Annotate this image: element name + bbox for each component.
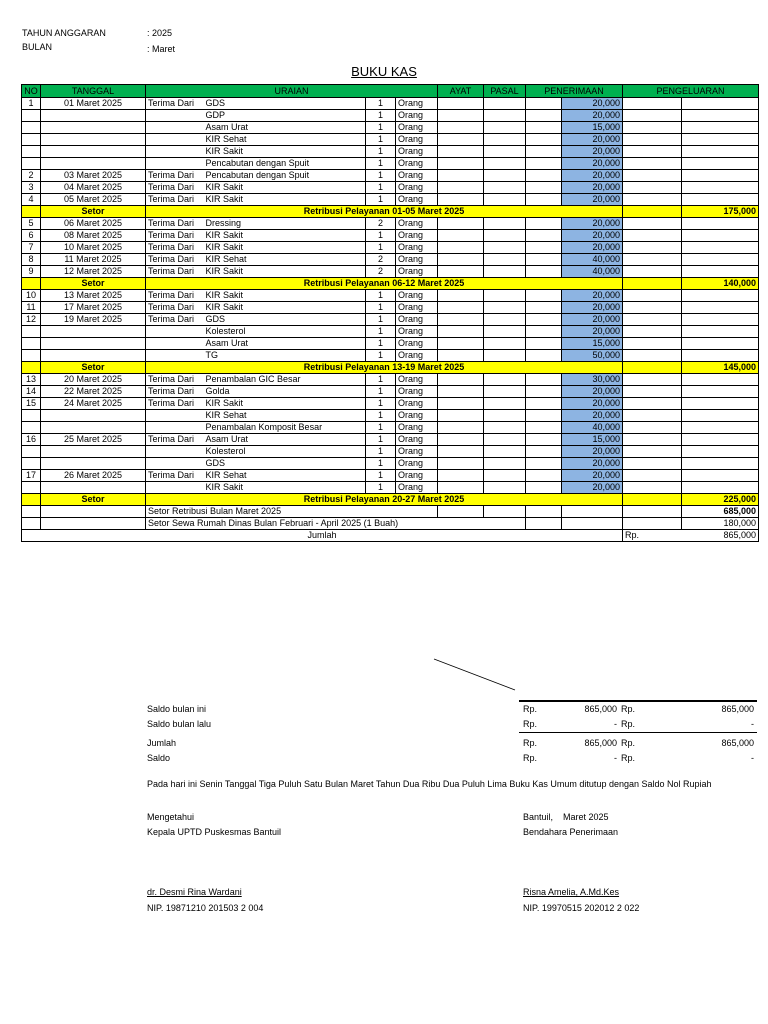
row-terima-dari: Terima Dari [146,470,204,482]
row-no: 5 [22,218,41,230]
row-tanggal: 20 Maret 2025 [41,374,146,386]
summary-top-line [519,700,757,702]
setor-total: 175,000 [682,206,759,218]
row-terima-dari: Terima Dari [146,230,204,242]
closing-note: Pada hari ini Senin Tanggal Tiga Puluh Satu Bulan Maret Tahun Dua Ribu Dua Puluh Lima Buku Kas Umum ditutup dengan Saldo Nol Rupiah [147,779,712,789]
row-terima-dari: Terima Dari [146,242,204,254]
row-terima-dari: Terima Dari [146,266,204,278]
row-unit: Orang [396,134,438,146]
row-terima-dari: Terima Dari [146,398,204,410]
row-tanggal: 03 Maret 2025 [41,170,146,182]
summary-rp-1: Rp. [523,719,538,729]
row-item: KIR Sakit [204,266,366,278]
row-unit: Orang [396,194,438,206]
row-qty: 2 [366,218,396,230]
row-no: 4 [22,194,41,206]
row-item: TG [204,350,366,362]
row-unit: Orang [396,302,438,314]
row-tanggal: 17 Maret 2025 [41,302,146,314]
row-unit: Orang [396,122,438,134]
row-qty: 2 [366,266,396,278]
row-qty: 1 [366,194,396,206]
row-no: 14 [22,386,41,398]
setor-label: Setor [41,362,146,374]
row-no: 8 [22,254,41,266]
row-penerimaan: 20,000 [562,230,623,242]
col-penerimaan: PENERIMAAN [526,85,623,98]
row-item: Kolesterol [204,446,366,458]
row-qty: 1 [366,386,396,398]
row-qty: 1 [366,482,396,494]
sig-left-name: dr. Desmi Rina Wardani [147,887,242,897]
row-unit: Orang [396,410,438,422]
sig-right-name: Risna Amelia, A.Md.Kes [523,887,620,897]
row-tanggal: 25 Maret 2025 [41,434,146,446]
row-item: KIR Sakit [204,230,366,242]
row-unit: Orang [396,434,438,446]
summary-value-1: 865,000 [584,704,617,714]
row-unit: Orang [396,422,438,434]
row-penerimaan: 20,000 [562,146,623,158]
row-item: KIR Sakit [204,290,366,302]
row-unit: Orang [396,338,438,350]
setor-bulan-amount: 685,000 [682,506,759,518]
col-ayat: AYAT [438,85,484,98]
row-tanggal: 08 Maret 2025 [41,230,146,242]
page-title: BUKU KAS [351,64,417,79]
row-unit: Orang [396,230,438,242]
summary-rp-1: Rp. [523,738,538,748]
row-qty: 1 [366,410,396,422]
summary-rp-1: Rp. [523,753,538,763]
row-unit: Orang [396,482,438,494]
sig-left-line1: Mengetahui [147,812,195,822]
row-qty: 1 [366,422,396,434]
row-terima-dari: Terima Dari [146,254,204,266]
row-item: Dressing [204,218,366,230]
row-qty: 1 [366,242,396,254]
row-unit: Orang [396,374,438,386]
jumlah-amount: 865,000 [682,530,759,542]
row-terima-dari: Terima Dari [146,374,204,386]
row-item: KIR Sakit [204,182,366,194]
col-uraian: URAIAN [146,85,438,98]
row-no: 11 [22,302,41,314]
row-unit: Orang [396,314,438,326]
row-item: Pencabutan dengan Spuit [204,158,366,170]
row-qty: 1 [366,470,396,482]
row-penerimaan: 20,000 [562,242,623,254]
jumlah-label: Jumlah [22,530,623,542]
row-penerimaan: 20,000 [562,398,623,410]
summary-value-2: - [751,753,754,763]
row-tanggal: 05 Maret 2025 [41,194,146,206]
row-unit: Orang [396,458,438,470]
row-penerimaan: 20,000 [562,458,623,470]
row-item: Kolesterol [204,326,366,338]
row-terima-dari: Terima Dari [146,194,204,206]
row-penerimaan: 40,000 [562,254,623,266]
row-terima-dari: Terima Dari [146,98,204,110]
row-penerimaan: 20,000 [562,470,623,482]
row-tanggal: 11 Maret 2025 [41,254,146,266]
setor-total: 145,000 [682,362,759,374]
row-qty: 1 [366,98,396,110]
row-unit: Orang [396,110,438,122]
row-unit: Orang [396,266,438,278]
summary-value-1: - [614,719,617,729]
row-penerimaan: 20,000 [562,158,623,170]
setor-total: 140,000 [682,278,759,290]
sig-right-line1: Bantuil, Maret 2025 [523,812,609,822]
row-penerimaan: 20,000 [562,218,623,230]
summary-rp-2: Rp. [621,753,636,763]
row-no: 13 [22,374,41,386]
row-qty: 1 [366,110,396,122]
row-tanggal: 19 Maret 2025 [41,314,146,326]
summary-label: Jumlah [147,738,177,748]
summary-mid-line [519,732,757,733]
row-penerimaan: 15,000 [562,338,623,350]
row-no: 12 [22,314,41,326]
sig-left-nip: NIP. 19871210 201503 2 004 [147,903,264,913]
row-terima-dari: Terima Dari [146,170,204,182]
row-penerimaan: 20,000 [562,386,623,398]
row-no: 9 [22,266,41,278]
row-terima-dari: Terima Dari [146,290,204,302]
sig-left-line2: Kepala UPTD Puskesmas Bantuil [147,827,282,837]
row-qty: 1 [366,338,396,350]
row-penerimaan: 15,000 [562,434,623,446]
row-penerimaan: 20,000 [562,182,623,194]
row-penerimaan: 20,000 [562,314,623,326]
setor-total: 225,000 [682,494,759,506]
bulan-value: : Maret [147,44,176,54]
row-no: 6 [22,230,41,242]
row-penerimaan: 20,000 [562,326,623,338]
row-unit: Orang [396,386,438,398]
row-item: GDP [204,110,366,122]
setor-label: Setor [41,206,146,218]
row-item: KIR Sehat [204,254,366,266]
row-penerimaan: 20,000 [562,482,623,494]
row-tanggal: 06 Maret 2025 [41,218,146,230]
row-penerimaan: 50,000 [562,350,623,362]
row-unit: Orang [396,182,438,194]
summary-label: Saldo bulan lalu [147,719,212,729]
summary-value-1: - [614,753,617,763]
row-tanggal: 01 Maret 2025 [41,98,146,110]
row-qty: 1 [366,314,396,326]
sig-right-line2: Bendahara Penerimaan [523,827,619,837]
row-unit: Orang [396,470,438,482]
col-no: NO [22,85,41,98]
summary-value-2: - [751,719,754,729]
setor-sewa-amount: 180,000 [682,518,759,530]
row-tanggal: 12 Maret 2025 [41,266,146,278]
col-pasal: PASAL [484,85,526,98]
col-tanggal: TANGGAL [41,85,146,98]
row-tanggal: 04 Maret 2025 [41,182,146,194]
row-penerimaan: 15,000 [562,122,623,134]
setor-desc: Retribusi Pelayanan 06-12 Maret 2025 [146,278,623,290]
row-tanggal: 13 Maret 2025 [41,290,146,302]
row-qty: 1 [366,182,396,194]
row-qty: 1 [366,326,396,338]
row-terima-dari: Terima Dari [146,386,204,398]
row-item: Asam Urat [204,434,366,446]
row-penerimaan: 20,000 [562,302,623,314]
row-unit: Orang [396,446,438,458]
summary-label: Saldo [147,753,171,763]
sig-right-nip: NIP. 19970515 202012 2 022 [523,903,640,913]
row-no: 17 [22,470,41,482]
row-terima-dari: Terima Dari [146,434,204,446]
row-qty: 1 [366,146,396,158]
row-item: Asam Urat [204,338,366,350]
row-penerimaan: 20,000 [562,134,623,146]
row-unit: Orang [396,98,438,110]
setor-label: Setor [41,278,146,290]
row-unit: Orang [396,398,438,410]
row-qty: 1 [366,398,396,410]
bulan-label: BULAN [22,42,53,52]
row-item: Pencabutan dengan Spuit [204,170,366,182]
row-terima-dari: Terima Dari [146,218,204,230]
setor-desc: Retribusi Pelayanan 13-19 Maret 2025 [146,362,623,374]
row-unit: Orang [396,242,438,254]
row-item: Golda [204,386,366,398]
row-qty: 1 [366,230,396,242]
row-unit: Orang [396,170,438,182]
row-item: KIR Sehat [204,410,366,422]
row-qty: 1 [366,434,396,446]
tahun-anggaran-value: : 2025 [147,28,173,38]
summary-rp-1: Rp. [523,704,538,714]
row-item: KIR Sakit [204,302,366,314]
row-penerimaan: 20,000 [562,410,623,422]
row-qty: 1 [366,290,396,302]
tahun-anggaran-label: TAHUN ANGGARAN [22,28,106,38]
row-penerimaan: 20,000 [562,110,623,122]
row-penerimaan: 20,000 [562,290,623,302]
row-qty: 1 [366,122,396,134]
row-penerimaan: 20,000 [562,98,623,110]
row-item: Penambalan GIC Besar [204,374,366,386]
row-penerimaan: 20,000 [562,170,623,182]
row-no: 3 [22,182,41,194]
row-item: KIR Sehat [204,470,366,482]
row-qty: 1 [366,458,396,470]
summary-rp-2: Rp. [621,704,636,714]
row-qty: 1 [366,134,396,146]
row-qty: 1 [366,350,396,362]
row-no: 10 [22,290,41,302]
row-qty: 1 [366,302,396,314]
summary-label: Saldo bulan ini [147,704,207,714]
summary-value-2: 865,000 [721,704,754,714]
row-qty: 1 [366,446,396,458]
row-item: Penambalan Komposit Besar [204,422,366,434]
setor-desc: Retribusi Pelayanan 01-05 Maret 2025 [146,206,623,218]
col-pengeluaran: PENGELUARAN [623,85,759,98]
summary-rp-2: Rp. [621,738,636,748]
row-item: KIR Sakit [204,398,366,410]
row-terima-dari: Terima Dari [146,314,204,326]
row-item: GDS [204,98,366,110]
row-unit: Orang [396,218,438,230]
row-qty: 1 [366,374,396,386]
row-tanggal: 10 Maret 2025 [41,242,146,254]
setor-desc: Retribusi Pelayanan 20-27 Maret 2025 [146,494,623,506]
row-item: KIR Sakit [204,242,366,254]
summary-value-1: 865,000 [584,738,617,748]
row-qty: 2 [366,254,396,266]
row-unit: Orang [396,326,438,338]
row-qty: 1 [366,170,396,182]
row-penerimaan: 40,000 [562,422,623,434]
row-terima-dari: Terima Dari [146,182,204,194]
row-penerimaan: 40,000 [562,266,623,278]
row-penerimaan: 20,000 [562,194,623,206]
row-unit: Orang [396,350,438,362]
row-no: 16 [22,434,41,446]
row-tanggal: 26 Maret 2025 [41,470,146,482]
row-item: KIR Sakit [204,146,366,158]
row-penerimaan: 30,000 [562,374,623,386]
jumlah-rp: Rp. [623,530,682,542]
row-no: 2 [22,170,41,182]
row-qty: 1 [366,158,396,170]
row-no: 15 [22,398,41,410]
row-no: 1 [22,98,41,110]
setor-sewa-desc: Setor Sewa Rumah Dinas Bulan Februari - April 2025 (1 Buah) [146,518,526,530]
setor-label: Setor [41,494,146,506]
row-item: Asam Urat [204,122,366,134]
row-unit: Orang [396,146,438,158]
row-item: KIR Sakit [204,194,366,206]
summary-rp-2: Rp. [621,719,636,729]
row-tanggal: 24 Maret 2025 [41,398,146,410]
row-item: KIR Sehat [204,134,366,146]
row-unit: Orang [396,158,438,170]
setor-bulan-desc: Setor Retribusi Bulan Maret 2025 [146,506,438,518]
row-item: KIR Sakit [204,482,366,494]
row-unit: Orang [396,290,438,302]
row-tanggal: 22 Maret 2025 [41,386,146,398]
row-item: GDS [204,314,366,326]
row-unit: Orang [396,254,438,266]
row-item: GDS [204,458,366,470]
row-terima-dari: Terima Dari [146,302,204,314]
row-no: 7 [22,242,41,254]
row-penerimaan: 20,000 [562,446,623,458]
summary-value-2: 865,000 [721,738,754,748]
